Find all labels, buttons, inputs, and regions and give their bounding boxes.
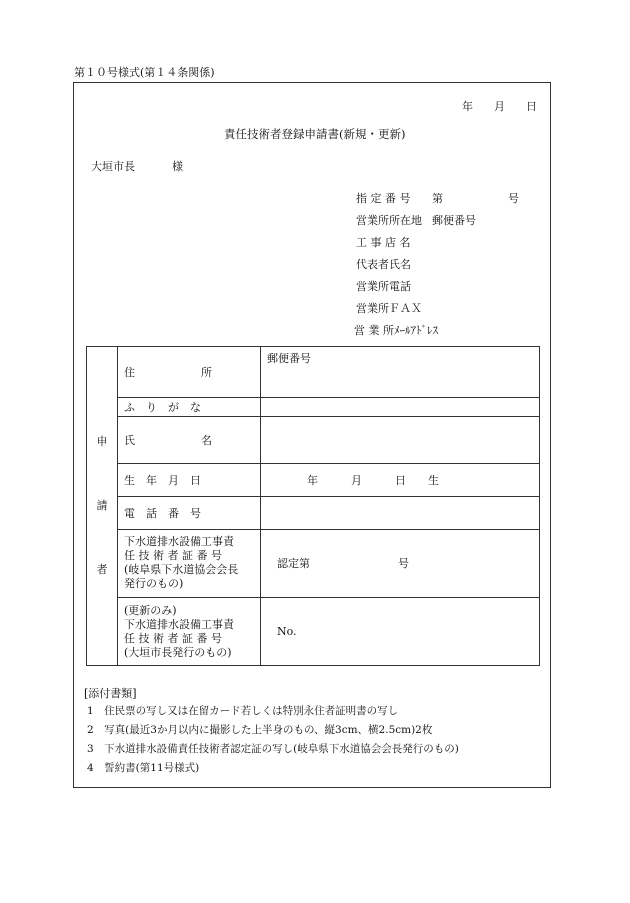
name-field[interactable] [261, 416, 540, 463]
attachment-item-1: 1 住民票の写し又は在留カード若しくは特別永住者証明書の写し [87, 705, 399, 717]
renewal-field[interactable] [261, 598, 540, 666]
representative-label: 代表者氏名 [356, 258, 411, 271]
renewal-value: No. [277, 625, 297, 639]
address-label: 住 所 [124, 366, 212, 380]
addressee-name: 大垣市長 [91, 160, 135, 173]
vertical-char-3: 者 [96, 563, 108, 576]
phone-label: 電 話 番 号 [124, 507, 201, 521]
date-month: 月 [494, 100, 505, 113]
attachment-item-3: 3 下水道排水設備責任技術者認定証の写し(岐阜県下水道協会会長発行のもの) [87, 743, 459, 755]
date-year: 年 [462, 100, 473, 113]
addressee-honorific: 様 [172, 160, 183, 173]
renewal-label-line-2: 下水道排水設備工事責 [124, 617, 234, 631]
address-postal-label: 郵便番号 [267, 352, 311, 365]
office-email-label: 営 業 所ﾒｰﾙｱﾄﾞﾚｽ [354, 324, 438, 337]
name-label: 氏 名 [124, 433, 212, 447]
furigana-label-cell [118, 398, 261, 416]
name-label-cell [118, 416, 261, 463]
cert-label-line-2: 任 技 術 者 証 番 号 [124, 549, 222, 563]
renewal-label-line-4: (大垣市長発行のもの) [124, 645, 232, 659]
phone-field[interactable] [261, 497, 540, 529]
cert-label-line-4: 発行のもの) [124, 577, 184, 591]
birth-value: 年 月 日 生 [307, 474, 439, 488]
renewal-label-cell [118, 598, 261, 666]
office-fax-label: 営業所ＦＡＸ [356, 302, 422, 315]
furigana-label: ふ り が な [124, 401, 201, 415]
shop-name-label: 工 事 店 名 [356, 236, 411, 249]
vertical-char-1: 申 [96, 435, 108, 448]
attachments-heading: [添付書類] [84, 687, 137, 700]
applicant-vertical-label [87, 347, 118, 666]
address-label-cell [118, 347, 261, 398]
vertical-char-2: 請 [96, 499, 108, 512]
designation-prefix: 第 [432, 192, 443, 205]
cert-label-line-1: 下水道排水設備工事責 [124, 535, 234, 549]
cert-field[interactable] [261, 529, 540, 598]
designation-label: 指 定 番 号 [356, 192, 411, 205]
form-title: 責任技術者登録申請書(新規・更新) [224, 127, 406, 141]
phone-label-cell [118, 497, 261, 529]
cert-label-cell [118, 529, 261, 598]
address-field[interactable] [261, 347, 540, 398]
designation-suffix: 号 [508, 192, 519, 205]
birth-field[interactable] [261, 464, 540, 497]
cert-value: 認定第 号 [277, 557, 409, 571]
applicant-table [86, 346, 540, 666]
renewal-label-line-3: 任 技 術 者 証 番 号 [124, 631, 222, 645]
date-day: 日 [526, 100, 537, 113]
office-address-label: 営業所所在地 [356, 214, 422, 227]
attachment-item-4: 4 誓約書(第11号様式) [87, 762, 200, 774]
cert-label-line-3: (岐阜県下水道協会会長 [124, 563, 239, 577]
attachment-item-2: 2 写真(最近3か月以内に撮影した上半身のもの、縦3cm、横2.5cm)2枚 [87, 724, 433, 736]
renewal-label-line-1: (更新のみ) [124, 603, 177, 617]
birth-label-cell [118, 464, 261, 497]
birth-label: 生 年 月 日 [124, 474, 201, 488]
furigana-field[interactable] [261, 398, 540, 416]
office-phone-label: 営業所電話 [356, 280, 411, 293]
postal-code-label: 郵便番号 [432, 214, 476, 227]
form-number: 第１０号様式(第１４条関係) [74, 66, 215, 79]
